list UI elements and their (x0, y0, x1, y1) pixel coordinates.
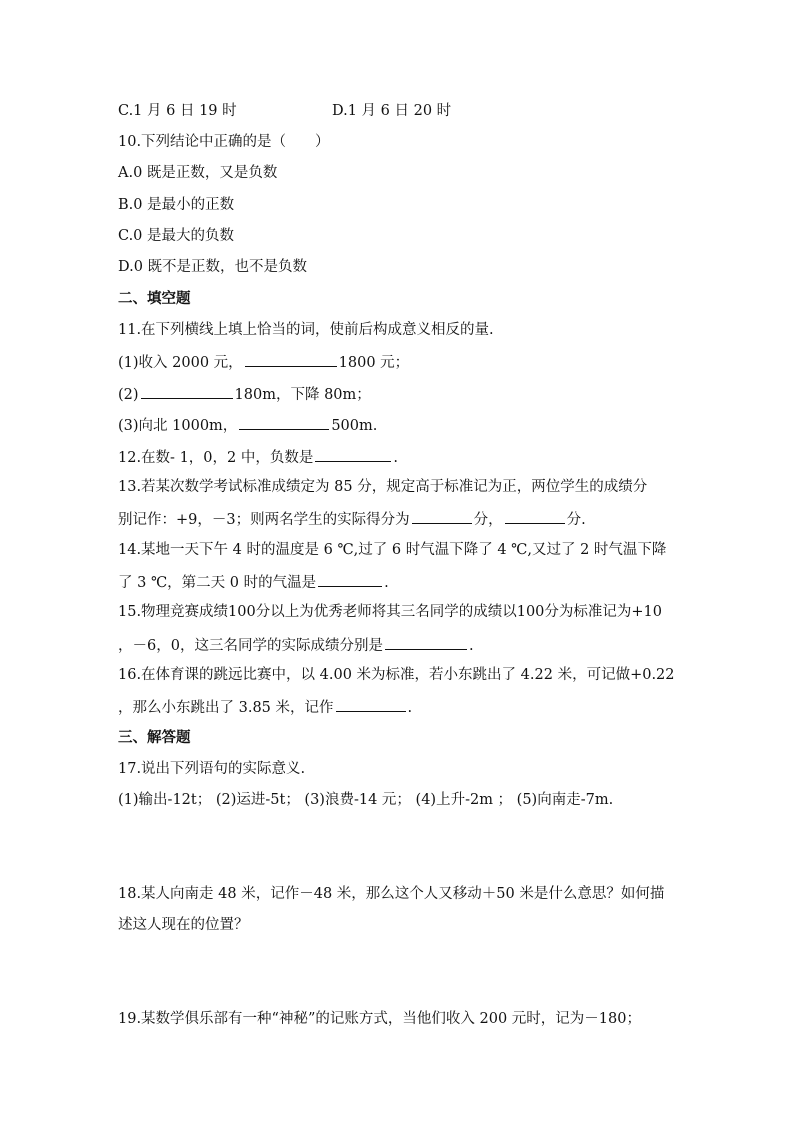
q11-item-3-suffix: 500m. (331, 418, 378, 434)
q15-line-2 (118, 634, 708, 656)
q12-end: . (393, 450, 398, 466)
q15-end: . (468, 638, 474, 654)
q13-unit-2: 分. (566, 512, 586, 528)
q14-end: . (384, 575, 389, 591)
q13-line-1: 13.若某次数学考试标准成绩定为 85 分，规定高于标准记为正，两位学生的成绩分 (118, 479, 648, 495)
q11-item-2-prefix: (2) (118, 387, 139, 403)
q16-line-1: 16.在体育课的跳远比赛中，以 4.00 米为标准，若小东跳出了 4.22 米，可记做+0.22 (118, 667, 675, 683)
q9-option-c: C.1 月 6 日 19 时 (118, 103, 237, 119)
q14-line-1: 14.某地一天下午 4 时的温度是 6 ℃,过了 6 时气温下降了 4 ℃,又过了 2 时气温下降 (118, 542, 667, 558)
q11-stem: 11.在下列横线上填上恰当的词，使前后构成意义相反的量. (118, 322, 494, 338)
q14-line-2 (118, 571, 708, 593)
q17-stem: 17.说出下列语句的实际意义. (118, 761, 306, 777)
q13-unit-1: 分， (473, 512, 503, 528)
q16-end: . (407, 700, 413, 716)
q16-line-2-text: ，那么小东跳出了 3.85 米，记作 (118, 700, 334, 716)
q11-item-1-prefix: (1)收入 2000 元， (118, 355, 243, 371)
q10-option-d: D.0 既不是正数，也不是负数 (118, 259, 308, 275)
q11-item-1-suffix: 1800 元； (338, 355, 410, 371)
answer-blank[interactable] (239, 414, 329, 430)
q12-stem: 12.在数- 1，0，2 中，负数是 (118, 450, 314, 466)
answer-blank[interactable] (336, 696, 406, 712)
q11-item-2 (118, 383, 708, 405)
q9-option-d: D.1 月 6 日 20 时 (332, 103, 452, 119)
q10-option-c: C.0 是最大的负数 (118, 228, 235, 244)
section-fill-in-heading: 二、填空题 (118, 290, 191, 307)
answer-blank[interactable] (385, 634, 467, 650)
q15-line-2-text: ，－6，0，这三名同学的实际成绩分别是 (118, 638, 383, 654)
q10-option-a: A.0 既是正数，又是负数 (118, 165, 278, 181)
q14-line-2-text: 了 3 ℃，第二天 0 时的气温是 (118, 575, 317, 591)
q18-line-2: 述这人现在的位置？ (118, 917, 249, 933)
answer-blank[interactable] (245, 351, 337, 367)
q13-line-2-text: 别记作：+9，－3；则两名学生的实际得分为 (118, 512, 410, 528)
q11-item-1 (118, 351, 708, 373)
q19-line-1: 19.某数学俱乐部有一种“神秘”的记账方式，当他们收入 200 元时，记为－180； (118, 1011, 641, 1027)
answer-blank[interactable] (505, 508, 565, 524)
answer-blank[interactable] (412, 508, 472, 524)
answer-blank[interactable] (315, 446, 391, 462)
q11-item-3-prefix: (3)向北 1000m， (118, 418, 238, 434)
answer-blank[interactable] (141, 383, 233, 399)
q15-line-1: 15.物理竞赛成绩100分以上为优秀老师将其三名同学的成绩以100分为标准记为+10 (118, 604, 663, 620)
q13-line-2 (118, 508, 708, 530)
q16-line-2 (118, 696, 708, 718)
q10-option-b: B.0 是最小的正数 (118, 197, 235, 213)
q9-options-row (118, 101, 708, 123)
q18-line-1: 18.某人向南走 48 米，记作－48 米，那么这个人又移动＋50 米是什么意思？如何描 (118, 886, 665, 902)
q11-item-2-suffix: 180m，下降 80m； (234, 387, 371, 403)
q17-items: (1)输出-12t； (2)运进-5t； (3)浪费-14 元； (4)上升-2m ； (5)向南走-7m. (118, 792, 614, 808)
q12 (118, 446, 708, 468)
q10-stem: 10.下列结论中正确的是（ ） (118, 134, 330, 150)
answer-blank[interactable] (318, 571, 382, 587)
section-answer-heading: 三、解答题 (118, 729, 191, 746)
q11-item-3 (118, 414, 708, 436)
